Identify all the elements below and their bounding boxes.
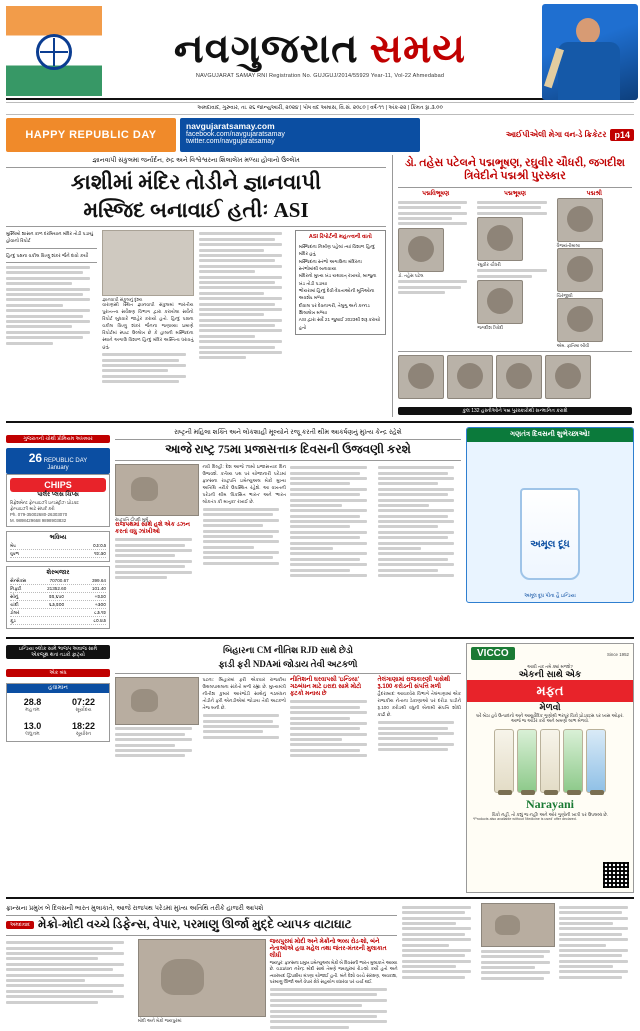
republic-col-3 (290, 464, 374, 582)
registration-line: NAVGUJARAT SAMAY RNI Registration No. GUJGUJ/2014/55929 Year-11, Vol-22 Ahmedabad (195, 73, 445, 79)
republic-date-big: 26 (28, 451, 43, 466)
report-point-2: મસ્જિદના સ્તંભો અગાઉના મંદિરના સ્તંભોમાંથી બનાવાયા (298, 258, 362, 272)
market-value-1: 70700.67 (49, 578, 69, 584)
market-box (6, 566, 110, 629)
lead-headline-line2: મસ્જિદ બનાવાઈ હતીઃ ASI (83, 197, 309, 222)
market-value-5: ૮૩.૧૨ (94, 610, 106, 616)
republic-date-box (6, 448, 110, 474)
republic-day-banner: HAPPY REPUBLIC DAY (6, 118, 176, 152)
page-ref-badge[interactable]: p14 (610, 129, 634, 141)
market-change-3: +૨૭૦ (94, 594, 106, 600)
issue-meta: અમદાવાદ, ગુરુવાર, તા. ૨૬ જાન્યુઆરી, ૨૦૨૪ | પોષ વદ અમાસ, વિ.સં. ૨૦૮૦ | વર્ષ-૧૧ | અંક-૨૨ | કિંમત રૂ।.૩.૦૦ (6, 102, 634, 115)
weather-sunrise (58, 693, 109, 717)
lead-bullets-col (6, 230, 97, 386)
chips-phone-1[interactable]: Ph. 079-35002680-26303070 (10, 512, 68, 518)
telangana-body: હૈદરાબાદઃ આવકવેરા વિભાગે તેલંગાણામાં એક રાજકીય નેતાના ઠેકાણાઓ પર દરોડા પાડીને રૂ.100 કરોડથી વધુની બેનામી સંપત્તિ શોધી કાઢી છે. (377, 690, 461, 717)
republic-col-1 (115, 464, 199, 582)
republic-col-2 (203, 464, 287, 582)
republic-photo-caption: રાષ્ટ્રપતિ દ્રૌપદી મુર્મૂ (115, 516, 149, 522)
weather-sunrise-value: 07:22 (71, 697, 96, 708)
chips-phone-2[interactable]: M. 9898429668 9898903832 (10, 518, 67, 524)
amul-ad[interactable] (466, 427, 634, 633)
market-value-3: ૨૨,૬૫૦ (48, 594, 64, 600)
horoscope-row (10, 542, 106, 550)
table-row (10, 585, 106, 593)
table-row (10, 609, 106, 617)
award-face-5 (557, 248, 603, 292)
horoscope-row (10, 550, 106, 558)
award-col-2 (477, 191, 552, 348)
chips-sub: પાર્લર પ્લસ ચિપ્સ (37, 492, 79, 499)
vicco-offer-line1: એકની સાથે એક (518, 669, 582, 680)
weather-min-label: લઘુત્તમ (25, 731, 40, 738)
horoscope-title: ભવિષ્ય (49, 535, 67, 542)
left-rail-2 (6, 643, 110, 893)
lead-photo-caption: જ્ઞાનવાપી સંકુલનું દૃશ્ય (102, 297, 143, 303)
section-bottom (6, 897, 634, 1031)
market-value-2: 21352.60 (47, 586, 67, 592)
award-col-head-2: પદ્મભૂષણ (503, 191, 527, 198)
weather-min-value: 13.0 (23, 721, 42, 732)
market-change-1: 399.64 (91, 578, 106, 584)
report-box-title: ASI રિપોર્ટની મહત્ત્વની વાતો (308, 234, 372, 241)
bihar-col-4 (378, 677, 462, 760)
report-point-5: દીવાલ પર દેવનાગરી, તેલુગુ અને કન્નડ શિલાલેખ મળ્યા (298, 302, 370, 316)
award-col-head-3: પદ્મશ્રી (586, 191, 602, 198)
lead-body-text: વારાણસી સ્થિત જ્ઞાનવાપી સંકુલમાં ભારતીય પુરાતત્ત્વ સર્વેક્ષણ વિભાગ દ્વારા કરાયેલા સર્વેનો રિપોર્ટ બુધવારે જાહેર કરાયો હતો. હિન્દુ પક્ષના વકીલ વિષ્ણુ શંકર જૈનના જણાવ્યા પ્રમાણે રિપોર્ટમાં સ્પષ્ટ ઉલ્લેખ છે કે હાલની મસ્જિદના સ્થાને અગાઉ વિશાળ હિન્દુ મંદિર અસ્તિત્વ ધરાવતું હતું. (102, 302, 194, 349)
section-bihar (6, 637, 634, 893)
republic-date-label: REPUBLIC DAY (43, 458, 88, 465)
bottom-photo-caption: મોદી અને મેક્રોં જયપુરમાં (137, 1017, 182, 1023)
ek-bandh-label: એક બંધ (6, 669, 110, 677)
bihar-story (115, 643, 461, 893)
market-change-4: +૩૦૦ (94, 602, 106, 608)
masthead-player-photo (538, 6, 634, 96)
bihar-sub-kicker: નીતિશની ઘરવાપસી 'ઇન્ડિયા' ગઠબંધન માટે ઇરાદા સામે મોટો ફટકો મનાય છે (290, 676, 362, 697)
market-value-6: ૮૦.૪૩ (93, 618, 106, 624)
bihar-left-kicker: ઇન્ડિયા બ્લોક સામે ભાજપ અવાજ સામે એકજૂથ થતાં તડકો ફાટ્યો (6, 645, 110, 659)
vicco-brand: VICCO (471, 647, 515, 660)
bottom-photo (138, 939, 266, 1017)
award-headline: ડો. તહેસ પટેલને પદ્મભૂષણ, રઘુવીર ચૌધરી, જગદીશ ત્રિવેદીને પદ્મશ્રી પુરસ્કાર (405, 157, 625, 183)
weather-max-value: 28.8 (23, 697, 42, 708)
flag-emblem (6, 6, 102, 96)
bihar-col-2 (203, 677, 287, 760)
vicco-footer: વિકો નહીં, તો કશું જ નહીં! અને ઓર ગુણોની ખાત્રી પર ઉપલબ્ધ છે. (491, 812, 609, 818)
bottom-right-col-3 (559, 903, 634, 982)
masthead (6, 4, 634, 100)
horoscope-box (6, 531, 110, 562)
vicco-ad[interactable] (466, 643, 634, 893)
amul-footer: અમૂલ દૂધ પીતા હૈ ઇન્ડિયા (524, 593, 576, 600)
section-lead (6, 155, 634, 417)
republic-story (115, 427, 461, 633)
paper-title-part2: સમય (369, 26, 467, 71)
report-point-3: મંદિરનો મુખ્ય ખંડ યથાવત્ રખાયો, બાજુના ખંડ તોડી પડાયા (298, 273, 377, 286)
amul-header: ગણતંત્ર દિવસની શુભેચ્છાઓ! (467, 428, 633, 442)
product-tube-2 (517, 729, 537, 793)
award-face-6 (557, 298, 603, 342)
section-republic (6, 421, 634, 633)
award-face-9 (496, 355, 542, 399)
top-promo-text: આઈપીએલી મેગા વન-ડે ક્રિકેટર (505, 130, 607, 139)
bottom-kicker: ફ્રાન્સના પ્રમુખ બે દિવસની ભારત મુલાકાતે, આજે રાજપથ પરેડમાં મુખ્ય અતિથિ તરીકે હાજરી આપશે (6, 903, 397, 916)
bihar-headline-line2: ફાડી ફરી NDAમાં જોડાય તેવી અટકળો (218, 659, 358, 670)
bottom-right-col-1 (402, 903, 477, 982)
chips-brand: CHIPS (10, 478, 106, 492)
award-face-7 (398, 355, 444, 399)
republic-kicker: રાષ્ટ્રની મહિલા શક્તિ અને લોકશાહી મૂલ્યોને રજૂ કરતી થીમ આકર્ષણનું મુખ્ય કેન્દ્ર રહેશે (115, 427, 461, 440)
qr-code-icon[interactable] (603, 862, 629, 888)
award-face-strip (398, 355, 632, 399)
horoscope-sign-2: વૃષભ (10, 551, 20, 557)
weather-sunset-label: સૂર્યાસ્ત (75, 731, 92, 738)
award-name-1: ડો. તહેસ પટેલ (398, 272, 424, 278)
republic-month: January (47, 465, 69, 472)
market-name-5: ડોલર (10, 610, 20, 616)
award-col-1 (398, 191, 473, 348)
left-rail (6, 427, 110, 633)
weather-sunset (58, 717, 109, 741)
award-story (392, 155, 632, 417)
telangana-kicker: તેલંગાણામાં રાજકારણી પાસેથી રૂ.100 કરોડની સંપત્તિ મળી (377, 676, 451, 690)
table-row (10, 577, 106, 585)
lead-columns (6, 230, 386, 386)
market-name-6: ક્રૂડ (10, 618, 16, 624)
chips-line-1: રિફ્રેશમેન્ટ ફ્રેન્ચાઇઝી ઇન્ડસ્ટ્રીઝ પ્રોડક્ટ (10, 500, 79, 506)
report-point-6: ASI દ્વારા સર્વે 21 જુલાઈ 2023થી શરૂ કરાયો હતો (298, 317, 381, 330)
lead-kicker: જ્ઞાનવાપી સંકુલમાં જર્નાર્દન, રુદ્ર અને વિશ્વેશ્વરના શિલાલેખ મળ્યા હોવાનો ઉલ્લેખ (6, 155, 386, 168)
market-change-2: 101.40 (91, 586, 106, 592)
lead-bullet-1: મુસ્લિમો શાસન કાળ દરમિયાન મંદિર તોડી પડાયું હોવાનો રિપોર્ટ (6, 231, 94, 244)
bottom-sub-kicker: જયપુરમાં મોદી અને મેક્રોંનો ભવ્ય રોડ-શો, બંને નેતાઓએ હવા મહેલ તથા જંતર-મંતરની મુલાકાત લીધી (269, 938, 387, 959)
republic-photo (115, 464, 199, 516)
vicco-offer-line2: મેળવો (539, 702, 561, 713)
bottom-right-photo (481, 903, 556, 947)
paper-title (102, 26, 538, 71)
masthead-center (102, 23, 538, 79)
lead-photo (102, 230, 193, 296)
report-point-1: મસ્જિદના નિર્માણ પહેલાં ત્યાં વિશાળ હિન્દુ મંદિર હતું (298, 244, 375, 257)
lead-photo-col (102, 230, 193, 386)
weather-box (6, 683, 110, 742)
product-tube-3 (540, 729, 560, 793)
bottom-body: જયપુરઃ ફ્રાન્સના પ્રમુખ ઇમેન્યુઅલ મેક્રોં બે દિવસની ભારત મુલાકાતે આવ્યા છે. વડાપ્રધાન નરેન્દ્ર મોદી સાથે તેમણે જયપુરમાં રોડ-શો કર્યો હતો અને ત્યારબાદ દ્વિપક્ષીય મંત્રણા યોજાઈ હતી. બંને દેશો વચ્ચે સંરક્ષણ, અવકાશ, પરમાણુ ઊર્જા અને વેપાર ક્ષેત્રે સહયોગ વધારવા પર ચર્ચા થઈ. (269, 959, 398, 985)
cricketer-photo (542, 4, 638, 100)
bottom-columns (6, 939, 397, 1031)
award-col-head-1: પદ્મવિભૂષણ (422, 191, 450, 198)
bihar-photo (115, 677, 199, 725)
weather-title: હવામાન (7, 684, 109, 693)
republic-columns (115, 464, 461, 582)
gujarat-banner: ગુજરાતની ચોથી પ્રીમિયમ અખબાર (6, 435, 110, 443)
lead-headline-line1: કાશીમાં મંદિર તોડીને જ્ઞાનવાપી (70, 170, 322, 194)
award-footer-note: કુલ 132 હસ્તીઓને પદ્મ પુરસ્કારોથી સન્માનિત કરાશે (398, 407, 632, 415)
table-row (10, 617, 106, 625)
award-col-3 (557, 191, 632, 348)
product-tube-1 (494, 729, 514, 793)
macron-story (6, 903, 397, 1031)
lead-report-box (295, 230, 386, 386)
award-face-8 (447, 355, 493, 399)
award-name-4: વૈજયંતીમાલા (556, 243, 580, 249)
lead-col-3 (199, 230, 290, 386)
vicco-top-line: આવી તક તમે ક્યાં મળશે? (527, 664, 573, 670)
weather-sunrise-label: સૂર્યોદય (75, 707, 92, 714)
table-row (10, 601, 106, 609)
award-face-1 (398, 228, 444, 272)
vicco-brand-script: Narayani (526, 797, 574, 812)
twitter-url[interactable]: twitter.com/navgujaratsamay (186, 138, 275, 145)
bihar-body: પટનાઃ બિહારમાં ફરી એકવાર રાજકીય ઉથલપાથલના સંકેતો મળી રહ્યા છે. મુખ્યમંત્રી નીતીશ કુમાર આરજેડી સાથેનું ગઠબંધન તોડીને ફરી એનડીએમાં જોડાય તેવી અટકળો તેજ બની છે. (202, 676, 286, 710)
republic-sub1: રાજપથમાં સાથે હશે એક ડઝન કરતાં વધુ ઝાંખીઓ (115, 521, 190, 535)
amul-product: અમૂલ દૂધ (530, 539, 570, 551)
award-name-2: રઘુવીર ચૌધરી (477, 261, 501, 267)
republic-col-4 (378, 464, 462, 582)
bottom-headline: મેક્રો-મોદી વચ્ચે ડિફેન્સ, વેપાર, પરમાણુ ઊર્જા મુદ્દે વ્યાપક વાટાઘાટ (37, 917, 352, 932)
republic-body: નવી દિલ્હીઃ દેશ આજે 75મો પ્રજાસત્તાક દિન ઉજવશે. કર્તવ્ય પથ પર યોજાનારી પરેડમાં ફ્રાન્સના રાષ્ટ્રપતિ ઇમેન્યુઅલ મેક્રોં મુખ્ય અતિથિ તરીકે ઉપસ્થિત રહેશે. આ વખતની પરેડની થીમ 'વિકસિત ભારત' અને 'ભારત લોકતંત્ર કી માતૃકા' રખાઈ છે. (202, 463, 286, 504)
top-promo[interactable] (424, 118, 634, 152)
award-face-3 (477, 280, 523, 324)
bihar-col-3 (290, 677, 374, 760)
horoscope-value-2: ૧૨:૩૦ (93, 551, 106, 557)
table-row (10, 593, 106, 601)
chips-line-2: ફ્રેન્ચાઇઝી માટે સંપર્ક કરો (10, 506, 55, 512)
horoscope-sign-1: મેષ (10, 543, 16, 549)
market-name-1: સેન્સેક્સ (10, 578, 27, 584)
bottom-right-rail (402, 903, 634, 1031)
lead-story (6, 155, 386, 417)
market-name-4: ચાંદી (10, 602, 19, 608)
milk-glass-icon (520, 488, 580, 580)
paper-title-part1: નવગુજરાત (173, 26, 359, 71)
report-point-4: ભોંયરામાં હિન્દુ દેવી-દેવતાઓની મૂર્તિઓના અવશેષ મળ્યા (298, 288, 375, 301)
weather-sunset-value: 18:22 (71, 721, 96, 732)
award-face-10 (545, 355, 591, 399)
lead-bullet-2: હિન્દુ પક્ષના વકીલ વિષ્ણુ શંકર જૈને દાવો કર્યો (6, 252, 89, 258)
weather-max (7, 693, 58, 717)
bihar-columns (115, 677, 461, 760)
website-box[interactable] (180, 118, 420, 152)
award-face-4 (557, 198, 603, 242)
bihar-col-1 (115, 677, 199, 760)
ashoka-chakra-icon (36, 34, 72, 70)
website-url[interactable]: navgujaratsamay.com (186, 121, 275, 131)
product-tube-5 (586, 729, 606, 793)
award-name-5: ચિરંજીવી (556, 293, 573, 299)
market-name-2: નિફ્ટી (10, 586, 22, 592)
bottom-col-1 (6, 939, 134, 1031)
market-value-4: ૬૩,૨૦૦ (49, 602, 65, 608)
weather-max-label: મહત્તમ (25, 707, 40, 714)
market-name-3: સોનું (10, 594, 19, 600)
report-sidebox (295, 230, 386, 335)
bottom-right-col-2 (481, 903, 556, 982)
bihar-headline-line1: બિહારના CM નીતિશ RJD સાથે છેડો (223, 645, 353, 656)
chips-ad[interactable] (6, 474, 110, 527)
vicco-body: ઘરે બેઠા હવે ઉત્પાદનો અને આયુર્વેદિક ગુણોથી ભરપૂર વિકો પ્રોડક્ટ્સ પર ખાસ ઓફર. આજે જ ઓર્ડર કરો અને બમણો લાભ મેળવો. (476, 713, 624, 724)
bottom-col-3 (270, 939, 398, 1031)
award-name-3: જગદીશ ત્રિવેદી (477, 325, 504, 331)
horoscope-value-1: ૦૭:૦૩ (92, 543, 106, 549)
award-columns (398, 191, 632, 348)
vicco-ad-box[interactable] (466, 643, 634, 893)
product-tube-4 (563, 729, 583, 793)
weather-min (7, 717, 58, 741)
amul-ad-box[interactable] (466, 427, 634, 603)
bottom-tag: અમદાવાદ (6, 921, 34, 929)
vicco-est: Since 1952 (607, 651, 629, 657)
vicco-products (467, 729, 633, 793)
republic-headline: આજે રાષ્ટ્ર 75મા પ્રજાસત્તાક દિવસની ઉજવણી કરશે (165, 442, 411, 457)
market-title: શેરબજાર (46, 570, 70, 577)
award-face-2 (477, 217, 523, 261)
masthead-banner (6, 118, 634, 152)
vicco-offer-free: મફત (467, 680, 633, 702)
award-name-6: એમ. ફાતિમા બીવી (556, 343, 590, 349)
bottom-photo-col (138, 939, 266, 1031)
vicco-disclaimer: *Products also available without 'Medicine is used' offer declared. (473, 817, 577, 822)
facebook-url[interactable]: facebook.com/navgujaratsamay (186, 131, 285, 138)
